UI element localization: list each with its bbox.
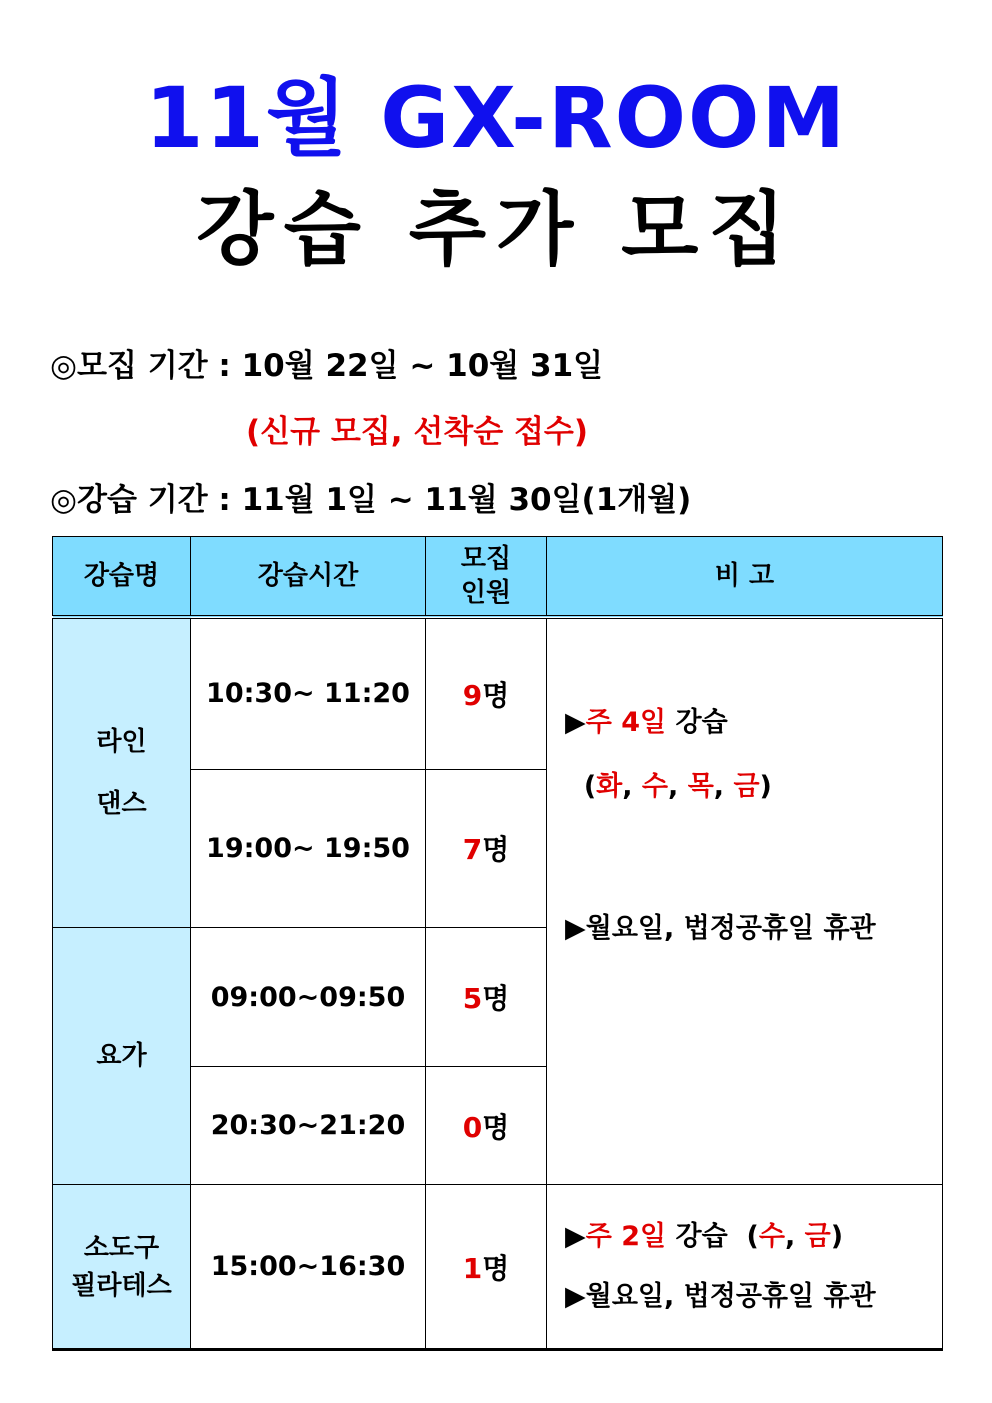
- paren-close: ): [830, 1220, 844, 1252]
- paren-open: (: [583, 771, 597, 803]
- header-class-name: 강습명: [53, 537, 191, 617]
- note-a-day: 금: [733, 771, 760, 803]
- header-row: [53, 537, 943, 617]
- capacity-number: 9: [462, 678, 483, 712]
- capacity-cell: [426, 769, 547, 928]
- class-time: 20:30~21:20: [191, 1066, 426, 1184]
- class-name-line1: 라인: [96, 726, 147, 757]
- capacity-cell: [426, 928, 547, 1067]
- class-name-line2: 댄스: [96, 788, 147, 819]
- note-cell-b: [547, 1185, 943, 1350]
- note-a-day: 수: [641, 771, 669, 803]
- class-time: 09:00~09:50: [191, 928, 426, 1067]
- note-a-closed: 월요일, 법정공휴일 휴관: [585, 913, 876, 945]
- class-name-line1: 소도구: [83, 1232, 160, 1263]
- class-time: 10:30~ 11:20: [191, 617, 426, 770]
- recruit-note: (신규 모집, 선착순 접수): [246, 414, 589, 450]
- note-b-lesson: 강습: [666, 1220, 738, 1252]
- capacity-unit: 명: [482, 1110, 510, 1144]
- triangle-marker-icon: ▶: [565, 1220, 586, 1252]
- note-a-line1: [565, 703, 942, 743]
- capacity-number: 0: [462, 1110, 483, 1144]
- capacity-unit: 명: [482, 1251, 510, 1285]
- note-a-day: 목: [687, 771, 714, 803]
- capacity-unit: 명: [482, 982, 510, 1016]
- capacity-number: 1: [462, 1251, 483, 1285]
- capacity-number: 5: [462, 982, 483, 1016]
- class-name-linedance: [53, 617, 191, 928]
- class-period: ◎강습 기간 : 11월 1일 ~ 11월 30일(1개월): [50, 482, 692, 518]
- note-cell-a: [547, 617, 943, 1185]
- title-sub: 강습 추가 모집: [196, 183, 796, 276]
- capacity-cell: [426, 617, 547, 770]
- class-name-line2: 필라테스: [71, 1270, 172, 1301]
- title-main: 11월 GX-ROOM: [144, 69, 848, 167]
- header-class-time: 강습시간: [191, 537, 426, 617]
- note-b-line1: ▶주 2일 강습 (수, 금): [565, 1220, 844, 1252]
- schedule-table: [52, 536, 943, 1351]
- triangle-marker-icon: ▶: [565, 913, 586, 945]
- recruit-period: ◎모집 기간 : 10월 22일 ~ 10월 31일: [50, 348, 604, 384]
- header-capacity-line1: 모집: [460, 543, 512, 574]
- note-b-day: 수: [758, 1220, 785, 1252]
- note-b-closed: 월요일, 법정공휴일 휴관: [585, 1280, 876, 1312]
- header-note: 비 고: [547, 537, 943, 617]
- note-a-lesson: 강습: [666, 707, 728, 739]
- note-a-line3: [565, 909, 942, 949]
- paren-close: ): [759, 771, 772, 803]
- table-row: [53, 1185, 943, 1350]
- class-time: 15:00~16:30: [191, 1185, 426, 1350]
- note-b-line2: [565, 1277, 942, 1317]
- note-a-frequency: 주 4일: [585, 707, 667, 739]
- capacity-cell: [426, 1185, 547, 1350]
- note-b-day: 금: [804, 1220, 831, 1252]
- note-a-line2: (화, 수, 목, 금): [583, 771, 772, 803]
- header-capacity-line2: 인원: [460, 577, 512, 608]
- triangle-marker-icon: ▶: [565, 707, 586, 739]
- triangle-marker-icon: ▶: [565, 1280, 586, 1312]
- class-name-pilates: [53, 1185, 191, 1350]
- note-b-frequency: 주 2일: [585, 1220, 667, 1252]
- capacity-unit: 명: [482, 833, 510, 867]
- capacity-unit: 명: [482, 678, 510, 712]
- note-a-day: 화: [596, 771, 623, 803]
- header-capacity: [426, 537, 547, 617]
- capacity-number: 7: [462, 833, 483, 867]
- class-name-yoga: 요가: [53, 928, 191, 1185]
- paren-open: (: [746, 1220, 759, 1252]
- capacity-cell: [426, 1066, 547, 1184]
- table-row: [53, 617, 943, 770]
- class-time: 19:00~ 19:50: [191, 769, 426, 928]
